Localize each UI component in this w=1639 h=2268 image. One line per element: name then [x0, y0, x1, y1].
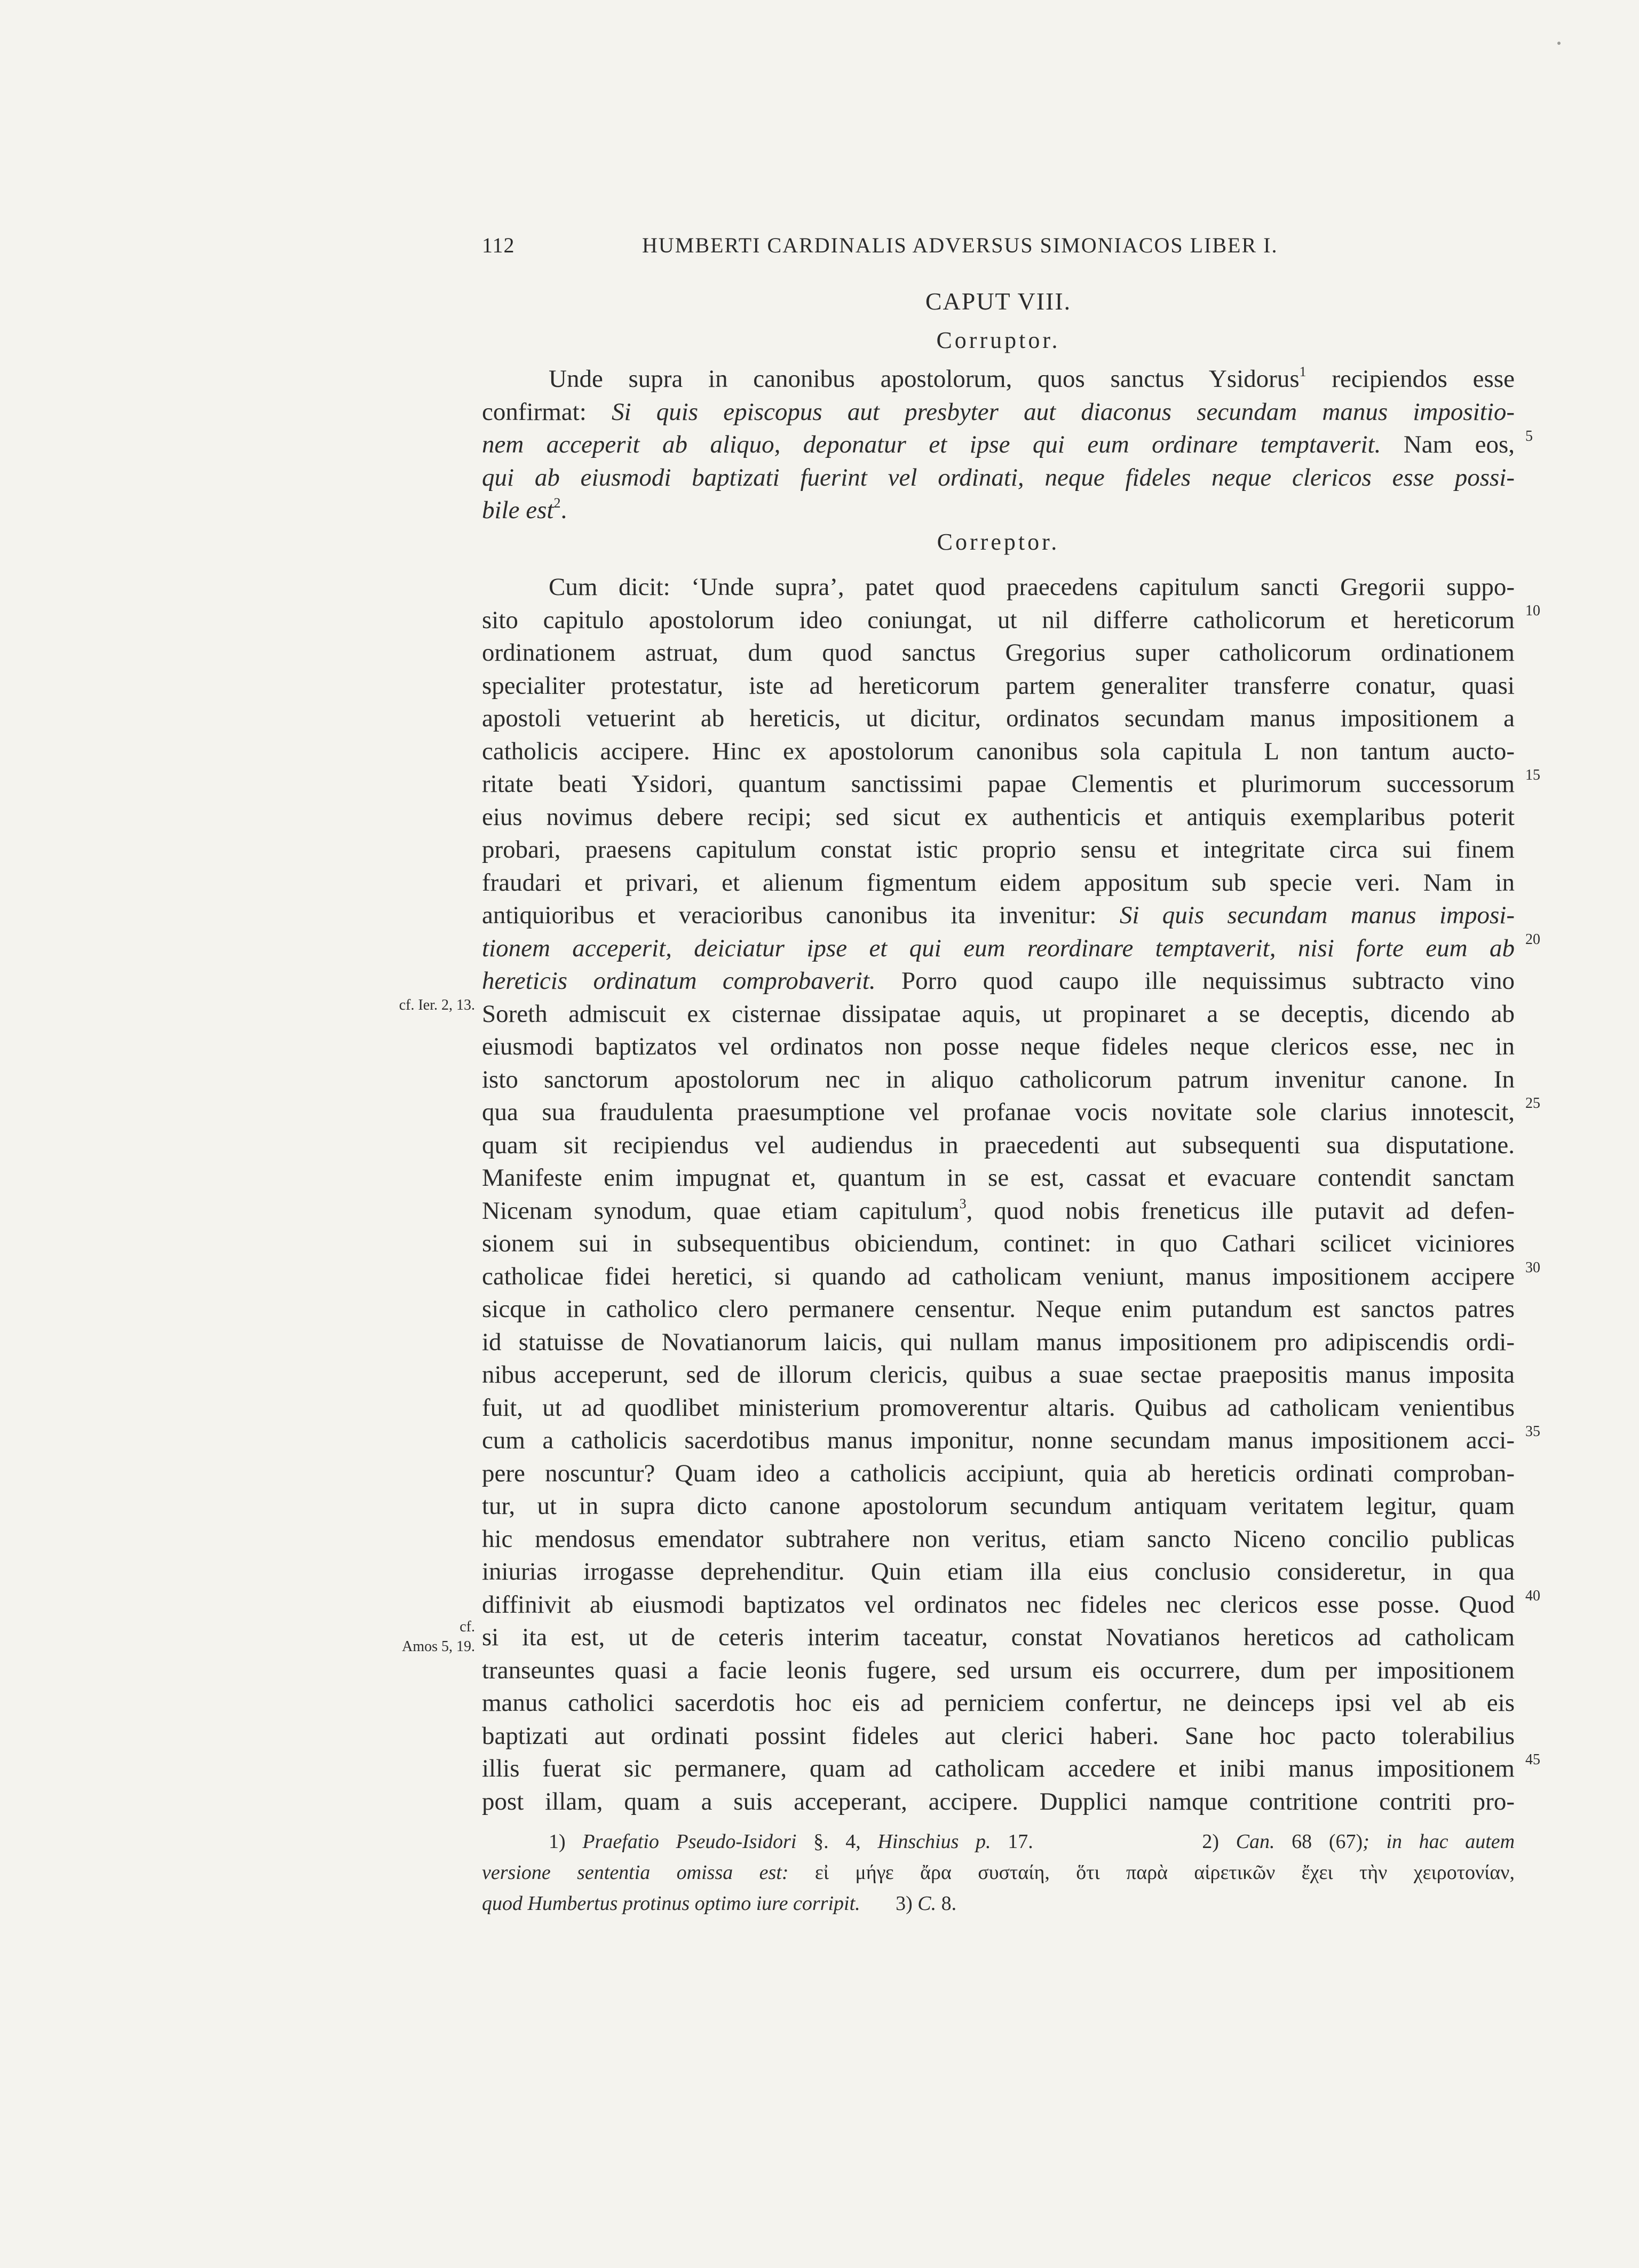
text-line: tur, ut in supra dicto canone apostolorum secundum antiquam veritatem legitur, quam	[482, 1492, 1515, 1520]
text-line: probari, praesens capitulum constat istic proprio sensu et integritate circa sui finem	[482, 836, 1515, 863]
line-number: 45	[1525, 1751, 1540, 1768]
text-line: manus catholici sacerdotis hoc eis ad perniciem confertur, ne deinceps ipsi vel ab eis	[482, 1689, 1515, 1717]
text-line: nem acceperit ab aliquo, deponatur et ipse qui eum ordinare temptaverit. Nam eos,	[482, 431, 1515, 458]
text-line: ritate beati Ysidori, quantum sanctissimi papae Clementis et plurimorum successorum	[482, 770, 1515, 798]
text-line: isto sanctorum apostolorum nec in aliquo catholicorum patrum invenitur canone. In	[482, 1065, 1515, 1093]
text-line: Cum dicit: ‘Unde supra’, patet quod praecedens capitulum sancti Gregorii suppo-	[549, 573, 1515, 601]
page-number: 112	[482, 233, 515, 257]
text-line: diffinivit ab eiusmodi baptizatos vel ordinatos nec fideles nec clericos esse posse. Quod	[482, 1590, 1515, 1619]
text-line: fuit, ut ad quodlibet ministerium promoverentur altaris. Quibus ad catholicam venientibus	[482, 1393, 1515, 1422]
footnote-ref: 3	[959, 1195, 967, 1211]
footnote-ref: 1	[1299, 364, 1307, 379]
footnote-line: versione sententia omissa est: εἰ μήγε ἄρα συσταίη, ὅτι παρὰ αἱρετικῶν ἔχει τὴν χειροτονίαν,	[482, 1861, 1515, 1884]
margin-note-amos: Amos 5, 19.	[402, 1638, 475, 1655]
text-line: eiusmodi baptizatos vel ordinatos non posse neque fideles neque clericos esse, nec in	[482, 1033, 1515, 1060]
text-line: antiquioribus et veracioribus canonibus ita invenitur: Si quis secundam manus imposi-	[482, 901, 1515, 929]
text-line: qua sua fraudulenta praesumptione vel profanae vocis novitate sole clarius innotescit,	[482, 1098, 1515, 1126]
text-line: si ita est, ut de ceteris interim taceatur, constat Novatianos hereticos ad catholicam	[482, 1623, 1515, 1651]
scan-speck	[1557, 42, 1561, 45]
text-line: apostoli vetuerint ab hereticis, ut dicitur, ordinatos secundam manus impositionem a	[482, 704, 1515, 732]
text-line: hereticis ordinatum comprobaverit. Porro quod caupo ille nequissimus subtracto vino	[482, 967, 1515, 995]
line-number: 20	[1525, 931, 1540, 948]
text-line: fraudari et privari, et alienum figmentum eidem appositum sub specie veri. Nam in	[482, 868, 1515, 897]
line-number: 5	[1525, 428, 1533, 445]
text-line: confirmat: Si quis episcopus aut presbyter aut diaconus secundam manus impositio-	[482, 398, 1515, 426]
text-line: iniurias irrogasse deprehenditur. Quin etiam illa eius conclusio consideretur, in qua	[482, 1558, 1515, 1585]
section-corruptor	[482, 363, 1515, 527]
line-number: 35	[1525, 1423, 1540, 1440]
text-line: specialiter protestatur, iste ad hereticorum partem generaliter transferre conatur, quasi	[482, 671, 1515, 700]
line-number: 10	[1525, 602, 1540, 619]
text-line: qui ab eiusmodi baptizati fuerint vel ordinati, neque fideles neque clericos esse possi-	[482, 463, 1515, 491]
text-line: transeuntes quasi a facie leonis fugere, sed ursum eis occurrere, dum per impositionem	[482, 1656, 1515, 1684]
text-line: quam sit recipiendus vel audiendus in praecedenti aut subsequenti sua disputatione.	[482, 1131, 1515, 1159]
line-number: 15	[1525, 767, 1540, 783]
text-line: eius novimus debere recipi; sed sicut ex authenticis et antiquis exemplaribus poterit	[482, 803, 1515, 831]
text-line: id statuisse de Novatianorum laicis, qui nullam manus impositionem pro adipiscendis ordi-	[482, 1328, 1515, 1356]
text-line: tionem acceperit, deiciatur ipse et qui eum reordinare temptaverit, nisi forte eum ab	[482, 934, 1515, 962]
line-number: 25	[1525, 1095, 1540, 1112]
section-correptor	[482, 571, 1515, 1818]
margin-note-jeremiah: cf. Ier. 2, 13.	[399, 997, 475, 1013]
text-line: sito capitulo apostolorum ideo coniungat, ut nil differre catholicorum et hereticorum	[482, 606, 1515, 634]
text-line: Nicenam synodum, quae etiam capitulum$^3$, quod nobis freneticus ille putavit ad defen-	[482, 1195, 1515, 1225]
text-line: Soreth admiscuit ex cisternae dissipatae aquis, ut propinaret a se deceptis, dicendo ab	[482, 1000, 1515, 1028]
text-line: cum a catholicis sacerdotibus manus imponitur, nonne secundam manus impositionem acci-	[482, 1426, 1515, 1454]
text-line: sicque in catholico clero permanere censentur. Neque enim putandum est sanctos patres	[482, 1295, 1515, 1323]
text-line: catholicis accipere. Hinc ex apostolorum canonibus sola capitula L non tantum aucto-	[482, 737, 1515, 765]
text-line: illis fuerat sic permanere, quam ad catholicam accedere et inibi manus impositionem	[482, 1755, 1515, 1782]
text-line: nibus acceperunt, sed de illorum clericis, quibus a suae sectae praepositis manus imposita	[482, 1361, 1515, 1389]
margin-note-cf: cf.	[460, 1619, 475, 1635]
section-heading-correptor: Correptor.	[937, 529, 1060, 555]
text-line: bile est$^2$.	[482, 495, 567, 524]
text-line: Manifeste enim impugnat et, quantum in se est, cassat et evacuare contendit sanctam	[482, 1164, 1515, 1192]
footnote-ref: 2	[553, 495, 561, 511]
text-line: pere noscuntur? Quam ideo a catholicis accipiunt, quia ab hereticis ordinati comproban-	[482, 1459, 1515, 1487]
text-line: Unde supra in canonibus apostolorum, quos sanctus Ysidorus$^1$ recipiendos esse	[549, 364, 1515, 393]
text-line: post illam, quam a suis acceperant, accipere. Dupplici namque contritione contriti pro-	[482, 1787, 1515, 1815]
footnote-line: quod Humbertus protinus optimo iure corripit. 3) C. 8.	[482, 1892, 957, 1915]
footnote-line: 1) Praefatio Pseudo-Isidori §. 4, Hinschius p. 17. 2) Can. 68 (67); in hac autem	[549, 1830, 1515, 1853]
running-header	[482, 228, 1347, 266]
text-line: catholicae fidei heretici, si quando ad catholicam veniunt, manus impositionem accipere	[482, 1262, 1515, 1290]
text-line: ordinationem astruat, dum quod sanctus Gregorius super catholicorum ordinationem	[482, 639, 1515, 667]
line-number: 40	[1525, 1588, 1540, 1604]
text-line: baptizati aut ordinati possint fideles aut clerici haberi. Sane hoc pacto tolerabilius	[482, 1722, 1515, 1750]
line-number: 30	[1525, 1259, 1540, 1276]
chapter-heading: CAPUT VIII.	[925, 288, 1072, 315]
section-heading-corruptor: Corruptor.	[936, 327, 1060, 353]
footnotes	[482, 1826, 1515, 1919]
text-line: sionem sui in subsequentibus obiciendum, continet: in quo Cathari scilicet viciniores	[482, 1230, 1515, 1257]
text-line: hic mendosus emendator subtrahere non veritus, etiam sancto Niceno concilio publicas	[482, 1525, 1515, 1553]
running-title: HUMBERTI CARDINALIS ADVERSUS SIMONIACOS LIBER I.	[642, 233, 1278, 257]
